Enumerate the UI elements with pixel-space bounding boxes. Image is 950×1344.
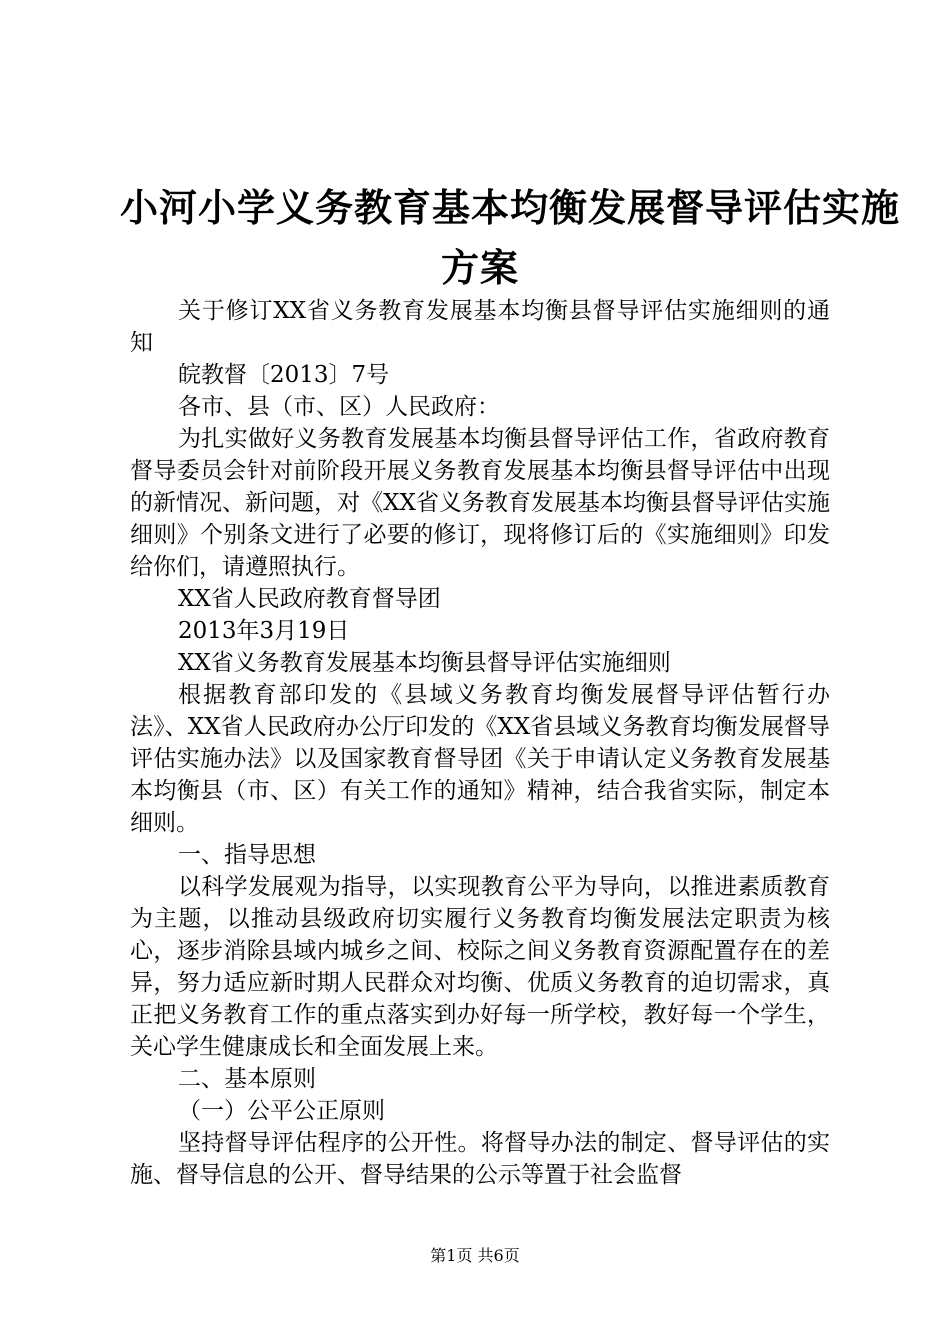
document-body [130, 295, 830, 1191]
subsection-heading-1: （一）公平公正原则 [178, 1098, 385, 1124]
page-footer: 第1页 共6页 [430, 1246, 520, 1265]
document-title-line-2: 方案 [440, 245, 519, 290]
section-heading-2: 二、基本原则 [178, 1066, 316, 1092]
issuer: XX省人民政府教育督导团 [178, 586, 441, 612]
document-number: 皖教督〔2013〕7号 [178, 362, 390, 388]
notice-heading: 关于修订XX省义务教育发展基本均衡县督导评估实施细则的通知 [130, 298, 830, 356]
fairness-paragraph: 坚持督导评估程序的公开性。将督导办法的制定、督导评估的实施、督导信息的公开、督导结果的公示等置于社会监督 [130, 1130, 830, 1188]
addressee: 各市、县（市、区）人民政府： [178, 394, 500, 420]
document-title-line-1: 小河小学义务教育基本均衡发展督导评估实施 [120, 185, 901, 230]
guiding-ideology-paragraph: 以科学发展观为指导，以实现教育公平为导向，以推进素质教育为主题，以推动县级政府切实履行义务教育均衡发展法定职责为核心，逐步消除县域内城乡之间、校际之间义务教育资源配置存在的差异，努力适应新时期人民群众对均衡、优质义务教育的迫切需求，真正把义务教育工作的重点落实到办好每一所学校，教好每一个学生，关心学生健康成长和全面发展上来。 [130, 874, 830, 1060]
section-heading-1: 一、指导思想 [178, 842, 316, 868]
notice-paragraph: 为扎实做好义务教育发展基本均衡县督导评估工作，省政府教育督导委员会针对前阶段开展义务教育发展基本均衡县督导评估中出现的新情况、新问题，对《XX省义务教育发展基本均衡县督导评估实施细则》个别条文进行了必要的修订，现将修订后的《实施细则》印发给你们，请遵照执行。 [130, 426, 830, 580]
rules-preamble: 根据教育部印发的《县域义务教育均衡发展督导评估暂行办法》、XX省人民政府办公厅印发的《XX省县域义务教育均衡发展督导评估实施办法》以及国家教育督导团《关于申请认定义务教育发展基本均衡县（市、区）有关工作的通知》精神，结合我省实际，制定本细则。 [130, 682, 830, 836]
rules-title: XX省义务教育发展基本均衡县督导评估实施细则 [178, 650, 671, 676]
issue-date: 2013年3月19日 [178, 618, 350, 644]
